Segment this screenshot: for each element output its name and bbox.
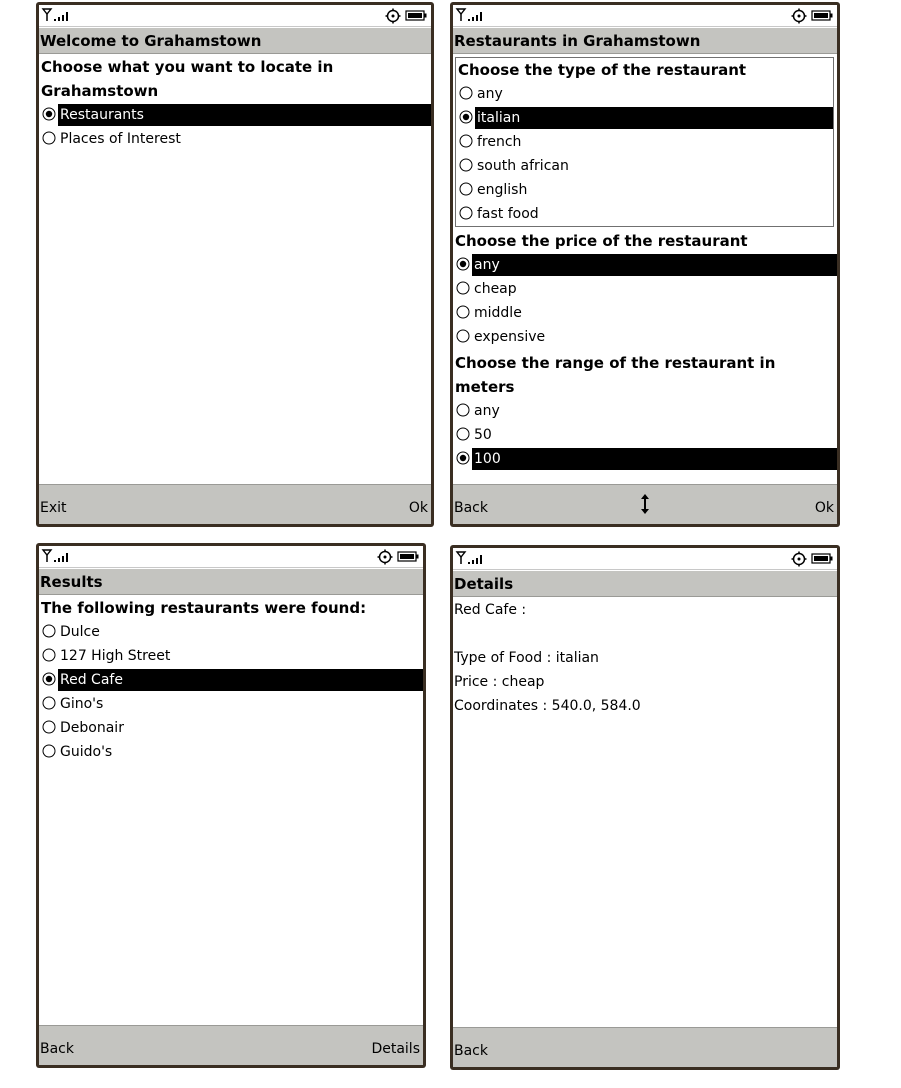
radio-button-icon	[42, 624, 56, 638]
option-label: Places of Interest	[60, 131, 181, 147]
price-option-expensive[interactable]	[453, 325, 837, 349]
welcome-screen	[39, 5, 431, 524]
radio-button-icon	[42, 131, 56, 145]
type-option-fast-food[interactable]	[456, 202, 833, 226]
option-label: 100	[472, 448, 837, 470]
result-item-debonair[interactable]	[39, 716, 423, 740]
restaurant-name: Red Cafe :	[454, 602, 527, 618]
radio-button-icon	[42, 744, 56, 758]
option-label: Restaurants	[58, 104, 431, 126]
radio-button-icon	[42, 696, 56, 710]
scroll-up-down-icon[interactable]	[638, 493, 652, 515]
results-screen	[39, 546, 423, 1065]
details-button[interactable]: Details	[371, 1041, 420, 1057]
phone-welcome	[36, 2, 434, 527]
price: Price : cheap	[454, 674, 545, 690]
radio-button-icon	[459, 182, 473, 196]
result-item-dulce[interactable]	[39, 620, 423, 644]
exit-button[interactable]: Exit	[40, 500, 67, 516]
command-bar	[453, 484, 837, 524]
results-content	[39, 596, 423, 1025]
option-label: 127 High Street	[60, 648, 171, 664]
radio-button-icon	[459, 110, 473, 124]
choose-location-heading: Choose what you want to locate in Grahamstown	[41, 58, 334, 100]
type-option-italian[interactable]	[456, 106, 833, 130]
signal-strength-icon	[41, 549, 75, 563]
status-bar	[453, 548, 837, 570]
type-option-french[interactable]	[456, 130, 833, 154]
restaurants-content	[453, 55, 837, 484]
type-group	[455, 57, 834, 227]
option-label: english	[477, 182, 528, 198]
option-label: middle	[474, 305, 522, 321]
battery-icon	[811, 553, 833, 564]
option-label: 50	[474, 427, 492, 443]
back-button[interactable]: Back	[454, 500, 488, 516]
price-heading: Choose the price of the restaurant	[455, 232, 748, 250]
phone-restaurants	[450, 2, 840, 527]
option-label: cheap	[474, 281, 517, 297]
results-heading: The following restaurants were found:	[41, 599, 367, 617]
restaurants-screen	[453, 5, 837, 524]
screen-title: Welcome to Grahamstown	[39, 28, 431, 54]
option-label: Debonair	[60, 720, 124, 736]
result-item-red-cafe[interactable]	[39, 668, 423, 692]
option-label: any	[472, 254, 837, 276]
type-option-any[interactable]	[456, 82, 833, 106]
range-option-100[interactable]	[453, 447, 837, 471]
range-heading: Choose the range of the restaurant in meters	[455, 354, 776, 396]
radio-button-icon	[459, 206, 473, 220]
range-option-any[interactable]	[453, 399, 837, 423]
radio-button-icon	[456, 305, 470, 319]
result-item-ginos[interactable]	[39, 692, 423, 716]
radio-button-icon	[42, 672, 56, 686]
type-heading: Choose the type of the restaurant	[458, 61, 747, 79]
screen-title: Details	[453, 571, 837, 597]
battery-icon	[811, 10, 833, 21]
price-option-middle[interactable]	[453, 301, 837, 325]
radio-button-icon	[42, 720, 56, 734]
option-label: south african	[477, 158, 569, 174]
radio-button-icon	[459, 134, 473, 148]
status-bar	[39, 546, 423, 568]
option-label: Gino's	[60, 696, 104, 712]
status-bar	[453, 5, 837, 27]
details-content	[453, 598, 837, 1027]
screen-title: Results	[39, 569, 423, 595]
option-places-of-interest[interactable]	[39, 127, 431, 151]
price-option-cheap[interactable]	[453, 277, 837, 301]
type-option-south-african[interactable]	[456, 154, 833, 178]
option-label: Guido's	[60, 744, 113, 760]
radio-button-icon	[456, 403, 470, 417]
command-bar	[39, 1025, 423, 1065]
option-label: french	[477, 134, 522, 150]
radio-button-icon	[456, 451, 470, 465]
back-button[interactable]: Back	[40, 1041, 74, 1057]
radio-button-icon	[456, 281, 470, 295]
option-label: Dulce	[60, 624, 100, 640]
result-item-guidos[interactable]	[39, 740, 423, 764]
phone-results	[36, 543, 426, 1068]
food-type: Type of Food : italian	[454, 650, 599, 666]
sync-icon	[377, 549, 393, 565]
coordinates: Coordinates : 540.0, 584.0	[454, 698, 641, 714]
sync-icon	[791, 8, 807, 24]
result-item-127-high-street[interactable]	[39, 644, 423, 668]
battery-icon	[405, 10, 427, 21]
command-bar	[39, 484, 431, 524]
ok-button[interactable]: Ok	[814, 500, 834, 516]
option-label: italian	[475, 107, 833, 129]
radio-button-icon	[456, 427, 470, 441]
command-bar	[453, 1027, 837, 1067]
battery-icon	[397, 551, 419, 562]
type-option-english[interactable]	[456, 178, 833, 202]
radio-button-icon	[456, 257, 470, 271]
option-label: any	[474, 403, 500, 419]
option-label: fast food	[477, 206, 539, 222]
blank-line	[453, 622, 837, 646]
phone-details	[450, 545, 840, 1070]
option-label: Red Cafe	[58, 669, 423, 691]
signal-strength-icon	[455, 8, 489, 22]
option-restaurants[interactable]	[39, 103, 431, 127]
signal-strength-icon	[41, 8, 75, 22]
signal-strength-icon	[455, 551, 489, 565]
sync-icon	[385, 8, 401, 24]
details-screen	[453, 548, 837, 1067]
back-button[interactable]: Back	[454, 1043, 488, 1059]
option-label: any	[477, 86, 503, 102]
price-option-any[interactable]	[453, 253, 837, 277]
screen-title: Restaurants in Grahamstown	[453, 28, 837, 54]
radio-button-icon	[42, 107, 56, 121]
radio-button-icon	[42, 648, 56, 662]
range-option-50[interactable]	[453, 423, 837, 447]
status-bar	[39, 5, 431, 27]
ok-button[interactable]: Ok	[408, 500, 428, 516]
sync-icon	[791, 551, 807, 567]
radio-button-icon	[459, 158, 473, 172]
radio-button-icon	[456, 329, 470, 343]
option-label: expensive	[474, 329, 546, 345]
welcome-content	[39, 55, 431, 484]
radio-button-icon	[459, 86, 473, 100]
